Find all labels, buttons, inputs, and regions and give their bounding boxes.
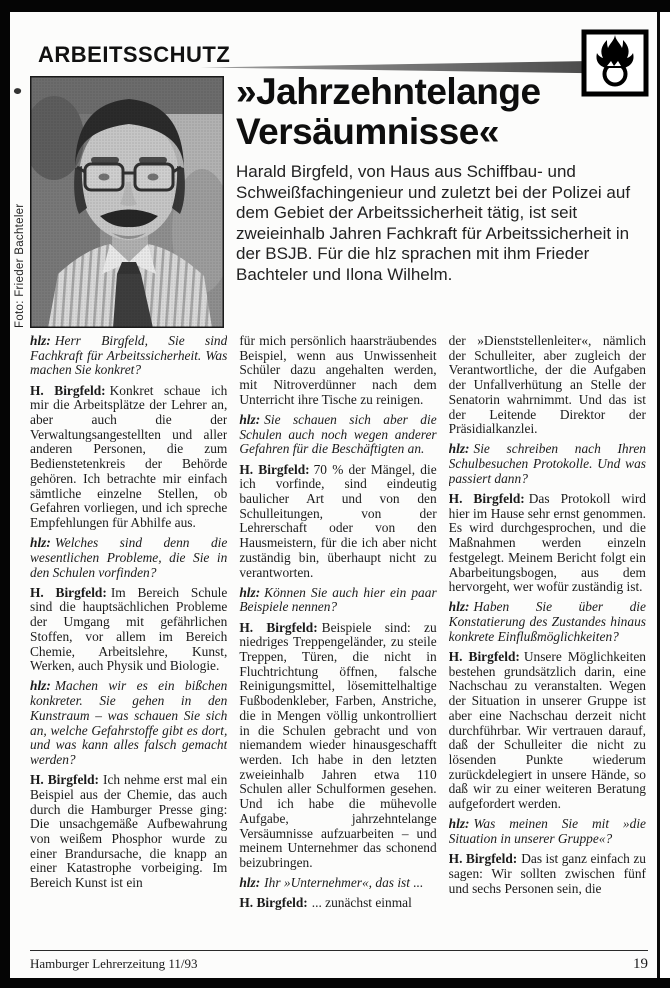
interview-answer [239,621,436,871]
text-column-2 [239,334,436,948]
answer-text: ... zunächst einmal [311,895,412,911]
interview-answer [449,650,646,812]
question-speaker-label: hlz: [30,334,51,348]
answer-text: der »Dienststellenleiter«, nämlich der Schulleiter, aber zugleich der Verantwortliche, der die Aufgaben der Unfallverhütung an Stelle der Senatorin wahrnimmt. Und das ist der Leitende Direktor der Präsidialkanzlei. [448,334,646,437]
answer-text: 70 % der Mängel, die ich vorfinde, sind eindeutig baulicher Art und von den Schulleitungen, von der Lehrerschaft oder von den Hausmeistern, für die ich aber nicht zuständig bin, überhaupt nicht zu verantworten. [239,461,437,580]
interview-question [239,876,436,891]
scan-edge-left [0,0,10,988]
answer-continuation [239,334,436,408]
answer-text: Das Protokoll wird hier im Hause sehr ernst genommen. Es wird durchgesprochen, und die Maßnahmen werden einzeln festgelegt. Meinem Bericht folgt ein Abarbeitungsbogen, aus dem hervorgeht, wer wofür zuständig ist. [448,491,646,595]
answer-speaker-label: H. Birgfeld: [239,619,318,635]
section-label: ARBEITSSCHUTZ [38,42,231,67]
interview-question [30,334,227,378]
question-text: Ihr »Unternehmer«, das ist ... [264,875,424,891]
answer-text: Unsere Möglichkeiten bestehen grundsätzlich darin, eine Nachschau zu veranstalten. Wegen der Situation in unserer Gruppe ist aber eine Nachschau derzeit nicht durchführbar. Wir vertrauen darauf, daß der Schulleiter die nicht zu lösenden Punkte wiederum zurückdelegiert in unsere Hände, so daß wir zu einer weiteren Beratung aufgefordert werden. [448,649,646,812]
question-text: Sie schreiben nach Ihren Schulbesuchen Protokolle. Und was passiert dann? [448,441,646,486]
interview-answer [239,463,436,581]
question-text: Herr Birgfeld, Sie sind Fachkraft für Arbeitssicherheit. Was machen Sie konkret? [30,334,228,378]
question-text: Was meinen Sie mit »die Situation in unserer Gruppe«? [448,816,646,846]
question-speaker-label: hlz: [30,535,51,551]
answer-continuation [449,334,646,437]
interview-question [449,600,646,644]
text-column-3 [449,334,646,948]
interview-answer [30,773,227,891]
answer-text: Beispiele sind: zu niedriges Treppengeländer, zu steile Treppen, Türen, die nicht in Fluchtrichtung öffnen, falsche Reinigungsmittel, lösemittelhaltige Fußbodenkleber, Farben, Anstriche, die in Mengen völlig unkontrolliert in die Schulen gebracht und von niemandem wieder hinausgeschafft werden. Ich habe in den letzten zweieinhalb Jahren etwa 110 Schulen aller Schulformen gesehen. Und ich habe die mühevolle Aufgabe, jahrzehntelange Versäumnisse aufzuarbeiten – und meinem Unternehmer das schonend beizubringen. [239,619,437,870]
interview-question [30,679,227,767]
answer-speaker-label: H. Birgfeld: [448,649,520,665]
interview-answer [449,852,646,896]
answer-speaker-label: H. Birgfeld: [239,461,310,477]
answer-speaker-label: H. Birgfeld: [448,851,518,867]
question-text: Welches sind denn die wesentlichen Probleme, die Sie in den Schulen vorfinden? [30,535,228,580]
question-speaker-label: hlz: [239,412,261,428]
interview-answer [449,492,646,595]
article-intro: Harald Birgfeld, von Haus aus Schiffbau- und Schweißfachingenieur und zuletzt bei der Polizei auf dem Gebiet der Arbeitssicherheit tätig, ist seit zweieinhalb Jahren Fachkraft für Arbeitssicherheit in der BSJB. Für die hlz sprachen mit ihm Frieder Bachteler und Ilona Wilhelm. [236,162,631,284]
question-speaker-label: hlz: [239,584,261,600]
magazine-page [10,12,660,978]
footer-rule [30,950,648,951]
question-text: Sie schauen sich aber die Schulen auch noch wegen anderer Gefahren für die Beschäftigten an. [239,412,437,457]
answer-text: Im Bereich Schule sind die hauptsächlichen Probleme der Umgang mit gefährlichen Stoffen, vor allem im Bereich Chemie, Arbeitslehre, Kunst, Werken, auch Physik und Biologie. [30,584,228,674]
question-speaker-label: hlz: [448,816,470,832]
answer-text: für mich persönlich haarsträubendes Beispiel, wenn aus Unwissenheit Schüler dazu angehalten werden, mit Nitroverdünner nach dem Unterricht ihre Tische zu reinigen. [239,334,437,407]
question-speaker-label: hlz: [448,599,470,615]
interview-answer [30,384,227,531]
answer-speaker-label: H. Birgfeld: [30,382,106,398]
answer-speaker-label: H. Birgfeld: [239,895,308,911]
scan-edge-top [0,0,670,12]
answer-text: Konkret schaue ich mir die Arbeitsplätze der Lehrer an, aber auch die der Verwaltungsangestellten und aller anderen Personen, die zum Bedienstetenkreis der Behörde gehören. Ich betrachte mir einfach sämtliche einzelne Stellen, ob Gefahren vorliegen, und ich spreche Empfehlungen für Abhilfe aus. [30,382,228,530]
answer-speaker-label: H. Birgfeld: [30,584,107,600]
article-title: »Jahrzehntelange Versäumnisse« [236,71,541,152]
interview-question [449,442,646,486]
page-footer [30,956,648,973]
answer-text: Das ist ganz einfach zu sagen: Wir sollten zwischen fünf und sechs Personen sein, die [448,851,646,896]
journal-issue-label: Hamburger Lehrerzeitung 11/93 [30,956,198,971]
question-text: Machen wir es ein bißchen konkreter. Sie gehen in den Kunstraum – was schauen Sie sich an, welche Gefahrstoffe gibt es dort, und was kann alles falsch gemacht werden? [30,678,228,767]
page-number: 19 [633,956,648,972]
article-body [30,334,646,948]
scan-edge-bottom [0,978,670,988]
question-text: Haben Sie über die Konstatierung des Zustandes hinaus konkrete Einflußmöglichkeiten? [448,599,646,644]
text-column-1 [30,334,227,948]
answer-speaker-label: H. Birgfeld: [448,491,525,507]
photo-credit: Foto: Frieder Bachteler [14,203,26,328]
question-text: Können Sie auch hier ein paar Beispiele nennen? [239,584,437,615]
interview-question [30,536,227,580]
interview-answer [30,586,227,674]
interview-question [449,817,646,846]
question-speaker-label: hlz: [30,678,51,694]
portrait-photo [30,76,224,328]
interview-answer [239,896,436,911]
answer-speaker-label: H. Birgfeld: [30,772,100,788]
question-speaker-label: hlz: [448,441,470,457]
interview-question [239,586,436,615]
interview-question [239,413,436,457]
answer-text: Ich nehme erst mal ein Beispiel aus der Chemie, das auch durch die Hamburger Presse ging: Die unsachgemäße Aufbewahrung von weißem Phosphor wurde zu einer Brandursache, die knapp an einer Katastrophe vorbeiging. Im Bereich Kunst ist ein [30,772,228,891]
question-speaker-label: hlz: [239,875,261,891]
